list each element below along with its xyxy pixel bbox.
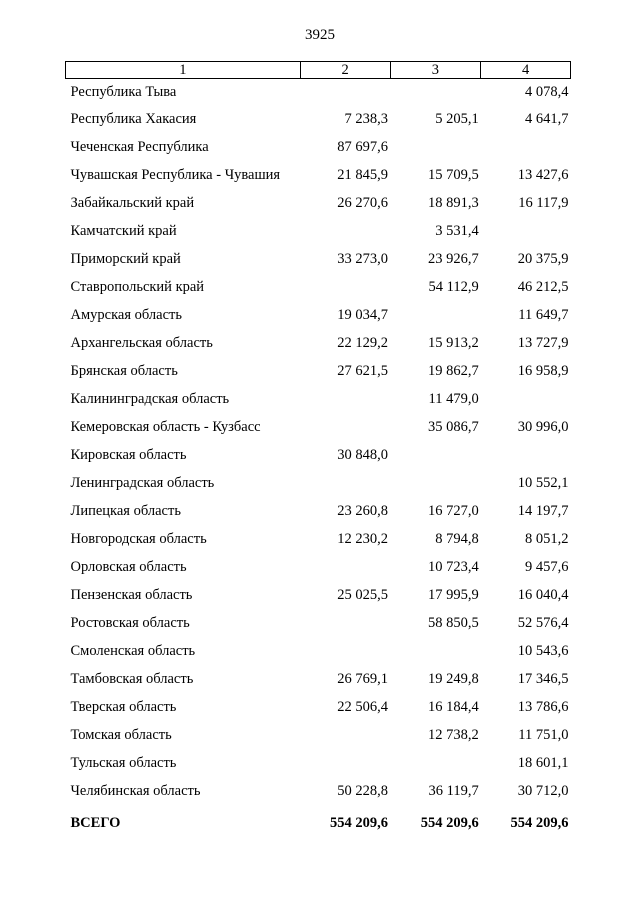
value-cell-col-2 — [300, 413, 390, 441]
region-name-cell: Республика Тыва — [70, 84, 177, 100]
value-cell-col-4 — [481, 133, 571, 161]
value-cell-col-3: 35 086,7 — [428, 419, 479, 435]
region-name-cell: Кировская область — [70, 447, 187, 463]
table-row — [66, 273, 571, 301]
value-cell-col-3: 12 738,2 — [428, 727, 479, 743]
value-cell-col-4: 13 727,9 — [517, 335, 569, 351]
table-row — [66, 189, 571, 217]
value-cell-col-4: 30 712,0 — [517, 783, 569, 799]
total-value-col-4: 554 209,6 — [510, 815, 569, 831]
value-cell-col-3 — [390, 469, 481, 497]
page-number: 3925 — [305, 27, 335, 43]
region-name-cell: Тульская область — [70, 755, 177, 771]
value-cell-col-2 — [300, 217, 390, 245]
region-name-cell: Республика Хакасия — [70, 111, 197, 127]
region-name-cell: Брянская область — [70, 363, 178, 379]
table-row — [66, 777, 571, 805]
value-cell-col-2: 27 621,5 — [337, 363, 389, 379]
region-name-cell: Липецкая область — [70, 503, 181, 519]
region-name-cell: Тамбовская область — [70, 671, 194, 687]
value-cell-col-2: 87 697,6 — [337, 139, 389, 155]
value-cell-col-3: 36 119,7 — [428, 783, 479, 799]
table-row — [66, 301, 571, 329]
value-cell-col-3: 19 862,7 — [428, 363, 479, 379]
table-row — [66, 79, 571, 106]
table-row — [66, 749, 571, 777]
value-cell-col-3: 15 709,5 — [428, 167, 479, 183]
table-row — [66, 329, 571, 357]
region-name-cell: Чувашская Республика - Чувашия — [70, 167, 281, 183]
value-cell-col-3 — [390, 133, 481, 161]
table-row — [66, 413, 571, 441]
table-row — [66, 525, 571, 553]
value-cell-col-2 — [300, 721, 390, 749]
value-cell-col-3: 8 794,8 — [435, 531, 479, 547]
header-cell-col-4: 4 — [481, 62, 571, 79]
value-cell-col-2: 26 769,1 — [337, 671, 389, 687]
region-name-cell: Челябинская область — [70, 783, 201, 799]
value-cell-col-4: 13 427,6 — [517, 167, 569, 183]
value-cell-col-2: 33 273,0 — [337, 251, 389, 267]
value-cell-col-4: 52 576,4 — [517, 615, 569, 631]
table-row — [66, 693, 571, 721]
value-cell-col-4: 17 346,5 — [517, 671, 569, 687]
value-cell-col-4: 20 375,9 — [517, 251, 569, 267]
value-cell-col-2 — [300, 469, 390, 497]
value-cell-col-4: 4 078,4 — [525, 84, 569, 100]
value-cell-col-4: 14 197,7 — [517, 503, 569, 519]
value-cell-col-2 — [300, 609, 390, 637]
value-cell-col-4: 16 040,4 — [517, 587, 569, 603]
region-name-cell: Амурская область — [70, 307, 182, 323]
total-value-col-3: 554 209,6 — [420, 815, 479, 831]
value-cell-col-4: 18 601,1 — [517, 755, 569, 771]
value-cell-col-3 — [390, 637, 481, 665]
region-name-cell: Чеченская Республика — [70, 139, 209, 155]
value-cell-col-3: 58 850,5 — [428, 615, 479, 631]
value-cell-col-2: 30 848,0 — [337, 447, 389, 463]
value-cell-col-4 — [481, 385, 571, 413]
region-name-cell: Смоленская область — [70, 643, 196, 659]
table-row — [66, 217, 571, 245]
table-row — [66, 665, 571, 693]
table-row — [66, 161, 571, 189]
header-cell-col-3: 3 — [390, 62, 481, 79]
region-name-cell: Пензенская область — [70, 587, 193, 603]
value-cell-col-3: 11 479,0 — [428, 391, 479, 407]
value-cell-col-4: 16 117,9 — [518, 195, 569, 211]
region-name-cell: Тверская область — [70, 699, 177, 715]
value-cell-col-3: 19 249,8 — [428, 671, 479, 687]
value-cell-col-4: 46 212,5 — [517, 279, 569, 295]
table-header — [66, 62, 571, 79]
value-cell-col-2 — [300, 637, 390, 665]
value-cell-col-2: 50 228,8 — [337, 783, 389, 799]
table-row — [66, 637, 571, 665]
value-cell-col-4: 11 751,0 — [518, 727, 569, 743]
value-cell-col-3: 17 995,9 — [428, 587, 479, 603]
table-row — [66, 385, 571, 413]
value-cell-col-3: 18 891,3 — [428, 195, 479, 211]
value-cell-col-2: 23 260,8 — [337, 503, 389, 519]
value-cell-col-4: 13 786,6 — [517, 699, 569, 715]
header-cell-col-1: 1 — [66, 62, 301, 79]
region-name-cell: Томская область — [70, 727, 172, 743]
table-row — [66, 105, 571, 133]
value-cell-col-4: 10 552,1 — [517, 475, 569, 491]
region-name-cell: Приморский край — [70, 251, 181, 267]
value-cell-col-2 — [300, 273, 390, 301]
region-name-cell: Кемеровская область - Кузбасс — [70, 419, 261, 435]
value-cell-col-4: 8 051,2 — [525, 531, 569, 547]
value-cell-col-4 — [481, 441, 571, 469]
value-cell-col-3: 23 926,7 — [428, 251, 479, 267]
region-name-cell: Новгородская область — [70, 531, 207, 547]
value-cell-col-2: 19 034,7 — [337, 307, 389, 323]
region-name-cell: Ростовская область — [70, 615, 190, 631]
data-table — [65, 61, 571, 841]
value-cell-col-3: 3 531,4 — [435, 223, 479, 239]
value-cell-col-4: 9 457,6 — [525, 559, 569, 575]
value-cell-col-2: 26 270,6 — [337, 195, 389, 211]
region-name-cell: Архангельская область — [70, 335, 213, 351]
value-cell-col-2: 22 129,2 — [337, 335, 389, 351]
region-name-cell: Ставропольский край — [70, 279, 205, 295]
value-cell-col-2 — [300, 79, 390, 106]
value-cell-col-2 — [300, 553, 390, 581]
header-row — [66, 62, 571, 79]
value-cell-col-3: 16 184,4 — [428, 699, 479, 715]
value-cell-col-2: 12 230,2 — [337, 531, 389, 547]
value-cell-col-3 — [390, 79, 481, 106]
value-cell-col-3: 54 112,9 — [428, 279, 479, 295]
total-label-cell: ВСЕГО — [70, 815, 121, 831]
value-cell-col-3 — [390, 441, 481, 469]
value-cell-col-4: 10 543,6 — [517, 643, 569, 659]
table-row — [66, 441, 571, 469]
region-name-cell: Камчатский край — [70, 223, 177, 239]
value-cell-col-3: 5 205,1 — [435, 111, 479, 127]
table-body — [66, 79, 571, 842]
table-row — [66, 581, 571, 609]
region-name-cell: Ленинградская область — [70, 475, 215, 491]
value-cell-col-2: 22 506,4 — [337, 699, 389, 715]
value-cell-col-4: 4 641,7 — [525, 111, 569, 127]
region-name-cell: Забайкальский край — [70, 195, 195, 211]
total-value-col-2: 554 209,6 — [330, 815, 389, 831]
value-cell-col-3 — [390, 301, 481, 329]
value-cell-col-4: 11 649,7 — [518, 307, 569, 323]
value-cell-col-2: 21 845,9 — [337, 167, 389, 183]
value-cell-col-3: 10 723,4 — [428, 559, 479, 575]
table-row — [66, 245, 571, 273]
value-cell-col-2: 25 025,5 — [337, 587, 389, 603]
value-cell-col-4 — [481, 217, 571, 245]
region-name-cell: Калининградская область — [70, 391, 230, 407]
total-row — [66, 805, 571, 841]
table-row — [66, 133, 571, 161]
value-cell-col-4: 16 958,9 — [517, 363, 569, 379]
table-row — [66, 609, 571, 637]
table-row — [66, 721, 571, 749]
value-cell-col-2 — [300, 385, 390, 413]
value-cell-col-2 — [300, 749, 390, 777]
table-row — [66, 497, 571, 525]
value-cell-col-4: 30 996,0 — [517, 419, 569, 435]
value-cell-col-2: 7 238,3 — [344, 111, 389, 127]
table-row — [66, 553, 571, 581]
region-name-cell: Орловская область — [70, 559, 187, 575]
value-cell-col-3: 15 913,2 — [428, 335, 479, 351]
table-row — [66, 357, 571, 385]
table-row — [66, 469, 571, 497]
value-cell-col-3 — [390, 749, 481, 777]
value-cell-col-3: 16 727,0 — [428, 503, 479, 519]
header-cell-col-2: 2 — [300, 62, 390, 79]
